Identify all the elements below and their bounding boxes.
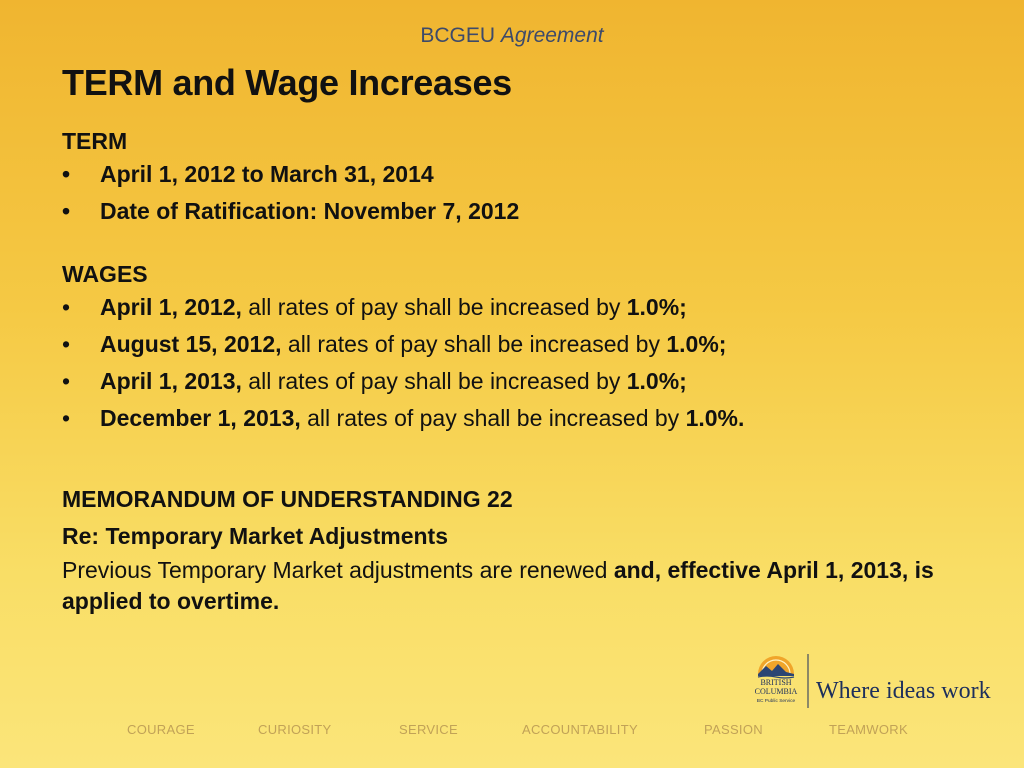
term-item-text: April 1, 2012 to March 31, 2014	[100, 161, 434, 187]
term-item	[62, 193, 962, 230]
wage-pct: 1.0%;	[666, 331, 727, 357]
footer-value-passion: PASSION	[704, 722, 763, 737]
bullet-icon: •	[62, 294, 71, 320]
bullet-icon: •	[62, 405, 71, 431]
wage-item	[62, 400, 962, 437]
footer-values	[0, 722, 1024, 742]
wages-heading: WAGES	[62, 261, 148, 287]
wage-pct: 1.0%;	[626, 294, 687, 320]
bullet-icon: •	[62, 198, 71, 224]
bullet-icon: •	[62, 368, 71, 394]
term-item	[62, 156, 962, 193]
bullet-icon: •	[62, 331, 71, 357]
wage-date: August 15, 2012,	[100, 331, 282, 357]
wage-date: April 1, 2013,	[100, 368, 242, 394]
header-org: BCGEU	[420, 24, 496, 47]
spacer	[62, 230, 962, 259]
logo-line-columbia: COLUMBIA	[754, 687, 798, 696]
slide-title: TERM and Wage Increases	[62, 62, 512, 103]
logo-tagline: Where ideas work	[816, 678, 991, 704]
wage-item	[62, 326, 962, 363]
slide-content	[62, 126, 962, 617]
wages-list	[62, 289, 962, 437]
wage-item	[62, 289, 962, 326]
wage-text: all rates of pay shall be increased by	[300, 405, 686, 431]
wage-text: all rates of pay shall be increased by	[241, 368, 627, 394]
mou-subheading: Re: Temporary Market Adjustments	[62, 523, 448, 549]
wage-pct: 1.0%.	[685, 405, 745, 431]
wage-text: all rates of pay shall be increased by	[241, 294, 627, 320]
wage-item	[62, 363, 962, 400]
footer-value-accountability: ACCOUNTABILITY	[522, 722, 638, 737]
spacer	[62, 437, 962, 481]
wage-text: all rates of pay shall be increased by	[281, 331, 667, 357]
logo-line-public-service: BC Public Service	[756, 699, 796, 704]
mou-heading: MEMORANDUM OF UNDERSTANDING 22	[62, 486, 513, 512]
term-heading: TERM	[62, 128, 128, 154]
wage-date: December 1, 2013,	[100, 405, 301, 431]
mou-text-bold: and, effective April 1, 2013, is applied to overtime.	[62, 557, 934, 614]
footer-value-courage: COURAGE	[127, 722, 195, 737]
mou-paragraph	[62, 555, 962, 617]
wage-pct: 1.0%;	[626, 368, 687, 394]
term-list	[62, 156, 962, 230]
logo-line-british: BRITISH	[760, 678, 792, 687]
slide-header	[0, 24, 1024, 48]
footer-value-service: SERVICE	[399, 722, 458, 737]
footer-value-teamwork: TEAMWORK	[829, 722, 908, 737]
bullet-icon: •	[62, 161, 71, 187]
term-item-text: Date of Ratification: November 7, 2012	[100, 198, 520, 224]
sunrise-icon	[758, 656, 794, 678]
mou-text-plain: Previous Temporary Market adjustments are renewed	[62, 557, 614, 583]
wage-date: April 1, 2012,	[100, 294, 242, 320]
footer-value-curiosity: CURIOSITY	[258, 722, 332, 737]
header-doc: Agreement	[500, 24, 604, 47]
